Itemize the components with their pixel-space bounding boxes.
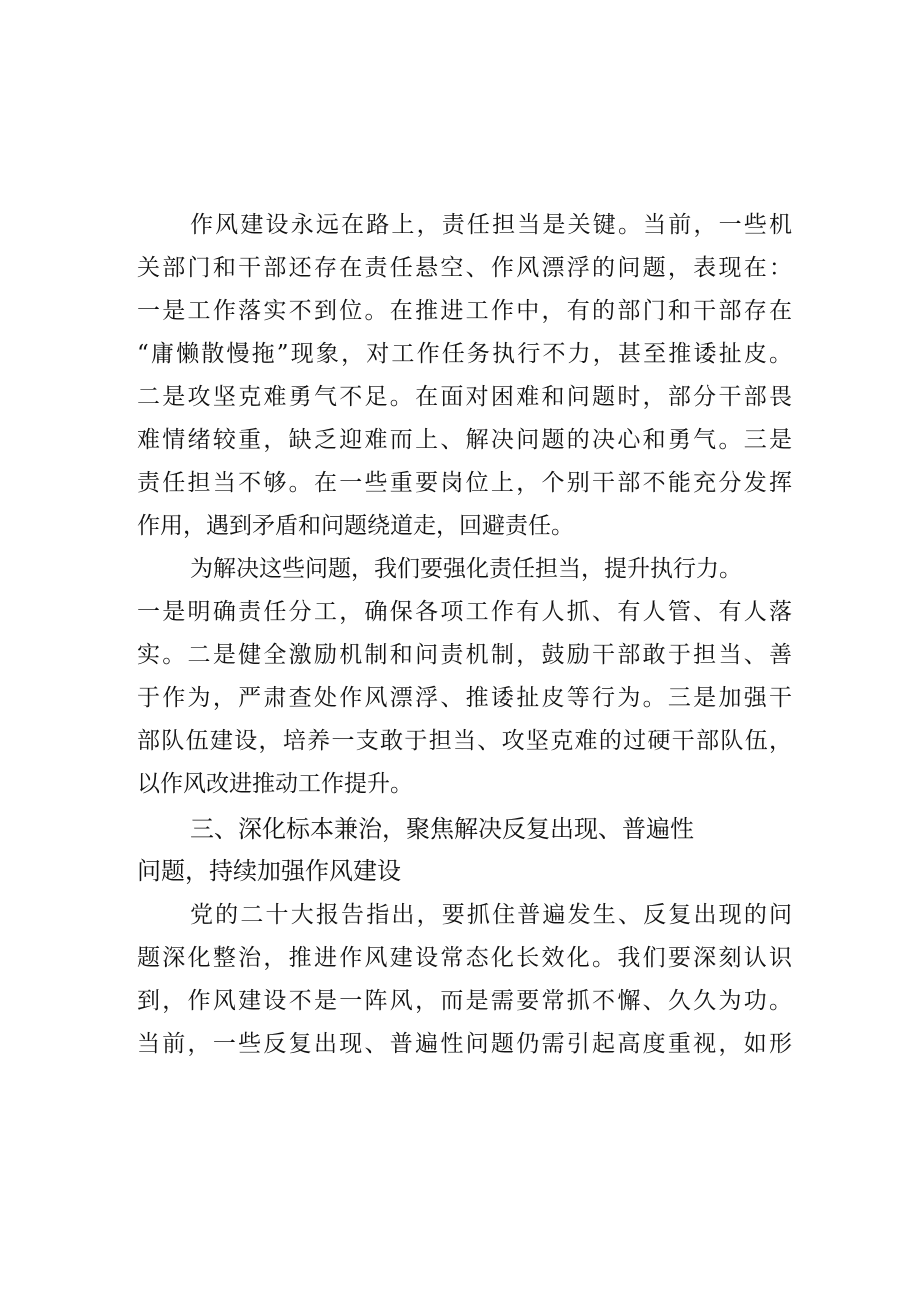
paragraph-line: 以作风改进推动工作提升。: [137, 771, 413, 797]
paragraph-line: 二是攻坚克难勇气不足。在面对困难和问题时，部分干部畏: [137, 384, 792, 410]
paragraph-line: 作风建设永远在路上，责任担当是关键。当前，一些机: [190, 212, 792, 238]
paragraph-line: “庸懒散慢拖”现象，对工作任务执行不力，甚至推诿扯皮。: [137, 341, 792, 367]
paragraph-line: 难情绪较重，缺乏迎难而上、解决问题的决心和勇气。三是: [137, 427, 792, 453]
paragraph-line: 关部门和干部还存在责任悬空、作风漂浮的问题，表现在：: [137, 255, 792, 281]
paragraph-line: 题深化整治，推进作风建设常态化长效化。我们要深刻认识: [137, 945, 792, 971]
section-heading: 问题，持续加强作风建设: [137, 857, 401, 885]
paragraph-line: 作用，遇到矛盾和问题绕道走，回避责任。: [137, 513, 574, 539]
paragraph-line: 为解决这些问题，我们要强化责任担当，提升执行力。: [190, 556, 742, 582]
paragraph-line: 当前，一些反复出现、普遍性问题仍需引起高度重视，如形: [137, 1031, 792, 1057]
paragraph-line: 实。二是健全激励机制和问责机制，鼓励干部敢于担当、善: [137, 642, 792, 668]
paragraph-line: 到，作风建设不是一阵风，而是需要常抓不懈、久久为功。: [137, 988, 792, 1014]
paragraph-line: 责任担当不够。在一些重要岗位上，个别干部不能充分发挥: [137, 470, 792, 496]
section-heading: 三、深化标本兼治，聚焦解决反复出现、普遍性: [190, 815, 694, 843]
paragraph-line: 一是工作落实不到位。在推进工作中，有的部门和干部存在: [137, 298, 792, 324]
paragraph-line: 党的二十大报告指出，要抓住普遍发生、反复出现的问: [190, 902, 792, 928]
paragraph-line: 于作为，严肃查处作风漂浮、推诿扯皮等行为。三是加强干: [137, 685, 792, 711]
paragraph-line: 一是明确责任分工，确保各项工作有人抓、有人管、有人落: [137, 599, 792, 625]
paragraph-line: 部队伍建设，培养一支敢于担当、攻坚克难的过硬干部队伍，: [137, 728, 792, 754]
